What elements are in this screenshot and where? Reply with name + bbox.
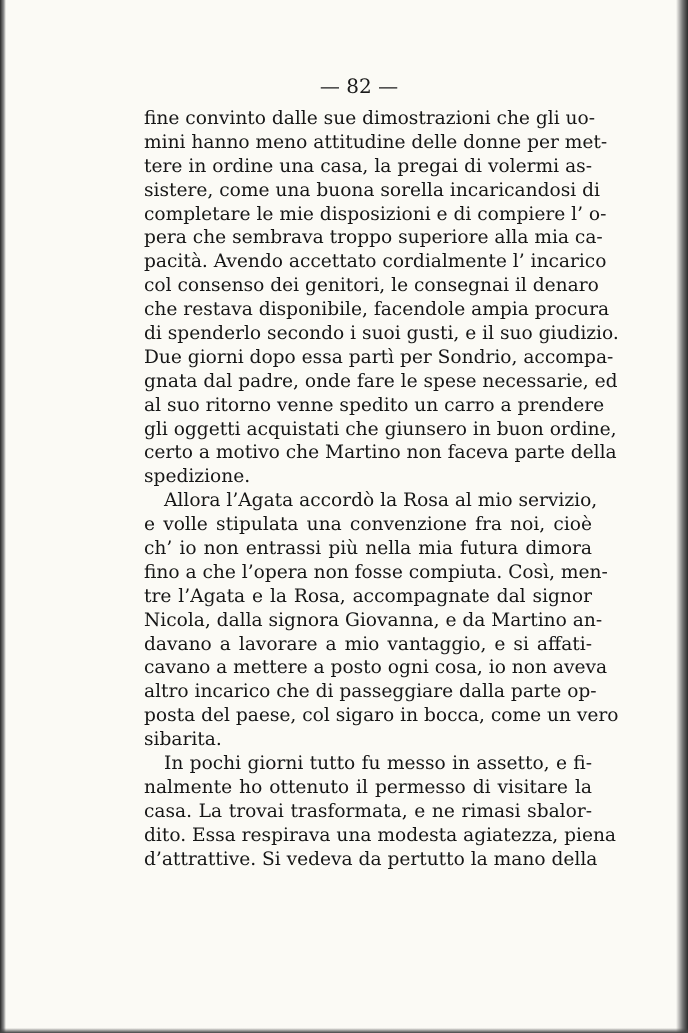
paragraph-first-line: Allora l’Agata accordò la Rosa al mio servizio, xyxy=(164,490,598,512)
text-line: mini hanno meno attitudine delle donne per met- xyxy=(144,131,608,153)
text-line: davano a lavorare a mio vantaggio, e si affati- xyxy=(144,633,592,655)
text-line: sistere, come una buona sorella incaricandosi di xyxy=(144,179,600,201)
text-line: fine convinto dalle sue dimostrazioni che gli uo- xyxy=(144,108,595,129)
text-line: d’attrattive. Si vedeva da pertutto la mano della xyxy=(144,848,598,870)
text-line: gli oggetti acquistati che giunsero in buon ordine, xyxy=(144,418,617,440)
text-line: fino a che l’opera non fosse compiuta. Così, men- xyxy=(144,561,608,583)
text-line: casa. La trovai trasformata, e ne rimasi sbalor- xyxy=(144,800,592,822)
text-line: e volle stipulata una convenzione fra noi, cioè xyxy=(144,514,592,536)
text-line: cavano a mettere a posto ogni cosa, io non aveva xyxy=(144,657,608,679)
text-line: gnata dal padre, onde fare le spese necessarie, ed xyxy=(144,370,618,392)
text-line: al suo ritorno venne spedito un carro a prendere xyxy=(144,394,605,416)
text-line: tre l’Agata e la Rosa, accompagnate dal signor xyxy=(144,585,592,607)
page-right-edge-shadow xyxy=(676,0,688,1033)
text-line: sibarita. xyxy=(144,729,222,751)
text-line: posta del paese, col sigaro in bocca, come un vero xyxy=(144,705,619,727)
text-line: tere in ordine una casa, la pregai di volermi as- xyxy=(144,155,592,177)
text-line: completare le mie disposizioni e di compiere l’ o- xyxy=(144,203,607,225)
page-number: — 82 — xyxy=(319,74,399,98)
body-text xyxy=(144,107,619,872)
paragraph-first-line: In pochi giorni tutto fu messo in assetto, e fi- xyxy=(164,753,592,775)
text-line: nalmente ho ottenuto il permesso di visitare la xyxy=(144,776,592,798)
text-line: col consenso dei genitori, le consegnai il denaro xyxy=(144,275,599,297)
text-line: che restava disponibile, facendole ampia procura xyxy=(144,299,610,321)
page-bottom-edge-shadow xyxy=(0,1028,688,1033)
text-line: ch’ io non entrassi più nella mia futura dimora xyxy=(144,538,592,560)
text-line: Due giorni dopo essa partì per Sondrio, accompa- xyxy=(144,346,614,368)
text-line: Nicola, dalla signora Giovanna, e da Martino an- xyxy=(144,609,603,631)
text-line: dito. Essa respirava una modesta agiatezza, piena xyxy=(144,824,617,846)
text-line: pacità. Avendo accettato cordialmente l’ incarico xyxy=(144,251,607,273)
text-line: di spenderlo secondo i suoi gusti, e il suo giudizio. xyxy=(144,323,619,345)
text-line: altro incarico che di passeggiare dalla parte op- xyxy=(144,681,597,703)
text-line: spedizione. xyxy=(144,466,251,488)
text-line: pera che sembrava troppo superiore alla mia ca- xyxy=(144,227,603,249)
page-left-edge-shadow xyxy=(0,0,6,1033)
text-line: certo a motivo che Martino non faceva parte della xyxy=(144,442,617,464)
